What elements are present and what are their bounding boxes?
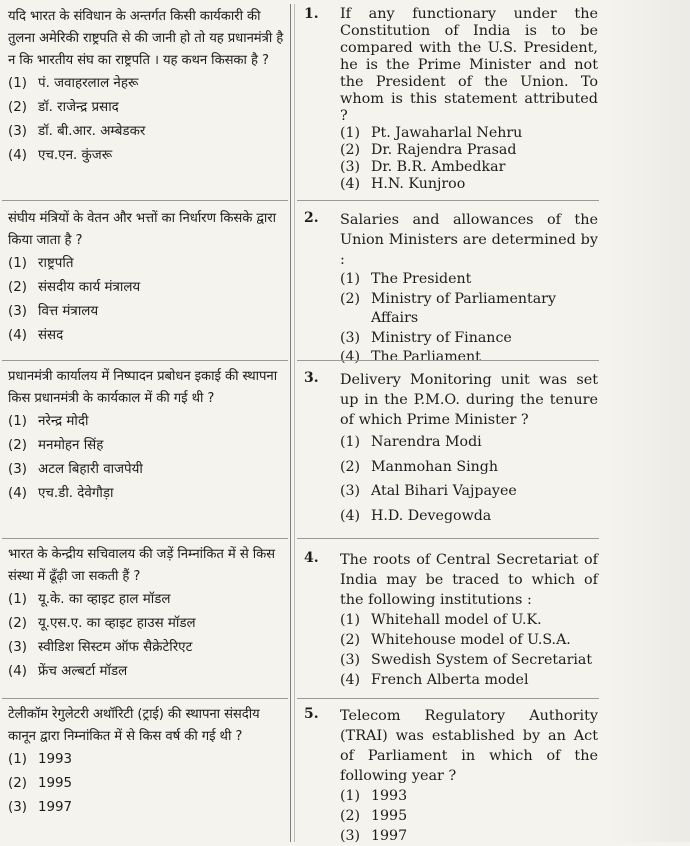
hindi-option bbox=[8, 434, 286, 458]
option-text: संसदीय कार्य मंत्रालय bbox=[38, 280, 141, 295]
question-number: 2. bbox=[304, 210, 319, 226]
option-number: (3) bbox=[340, 652, 361, 668]
option-number: (2) bbox=[340, 808, 361, 824]
option-number: (3) bbox=[8, 640, 27, 655]
english-option bbox=[340, 786, 598, 806]
option-number: (4) bbox=[8, 148, 27, 163]
option-text: डॉ. बी.आर. अम्बेडकर bbox=[38, 124, 146, 139]
hindi-option bbox=[8, 482, 286, 506]
english-question-text: Telecom Regulatory Authority (TRAI) was established by an Act of Parliament in which of the following year ? bbox=[340, 708, 598, 784]
option-text: French Alberta model bbox=[371, 672, 529, 688]
option-number: (3) bbox=[340, 329, 361, 346]
option-number: (2) bbox=[340, 458, 361, 475]
hindi-question-4 bbox=[8, 544, 286, 684]
hindi-option bbox=[8, 72, 286, 96]
english-option bbox=[340, 290, 598, 329]
option-text: H.N. Kunjroo bbox=[371, 176, 466, 192]
question-separator bbox=[2, 200, 288, 201]
option-number: (3) bbox=[8, 304, 27, 319]
option-number: (3) bbox=[8, 124, 27, 139]
option-number: (4) bbox=[8, 328, 27, 343]
option-text: एच.डी. देवेगौड़ा bbox=[38, 486, 114, 501]
english-option bbox=[340, 504, 598, 529]
hindi-option bbox=[8, 612, 286, 636]
english-question-3 bbox=[304, 370, 602, 528]
option-text: Atal Bihari Vajpayee bbox=[371, 483, 517, 500]
english-option bbox=[340, 142, 598, 159]
option-text: 1997 bbox=[371, 828, 408, 844]
question-separator bbox=[2, 698, 288, 699]
english-option bbox=[340, 610, 598, 630]
option-number: (1) bbox=[8, 76, 27, 91]
english-question-text: Delivery Monitoring unit was set up in the P.M.O. during the tenure of which Prime Minister ? bbox=[340, 372, 598, 428]
hindi-question-2 bbox=[8, 208, 286, 348]
option-text: संसद bbox=[38, 328, 64, 343]
option-number: (3) bbox=[340, 159, 361, 175]
option-number: (2) bbox=[340, 290, 361, 307]
english-option bbox=[340, 430, 598, 455]
option-number: (1) bbox=[340, 612, 361, 628]
question-number: 1. bbox=[304, 6, 319, 22]
hindi-option bbox=[8, 636, 286, 660]
hindi-option bbox=[8, 120, 286, 144]
english-question-text: Salaries and allowances of the Union Ministers are determined by : bbox=[340, 212, 598, 268]
column-divider-inner bbox=[294, 4, 295, 842]
option-text: 1997 bbox=[38, 800, 73, 815]
question-separator bbox=[297, 698, 599, 699]
hindi-option bbox=[8, 796, 286, 820]
option-text: 1995 bbox=[38, 776, 73, 791]
hindi-option bbox=[8, 300, 286, 324]
option-text: H.D. Devegowda bbox=[371, 507, 492, 524]
column-divider bbox=[290, 4, 291, 842]
option-text: Dr. Rajendra Prasad bbox=[371, 142, 517, 158]
option-number: (2) bbox=[8, 438, 27, 453]
option-number: (1) bbox=[340, 788, 361, 804]
question-separator bbox=[2, 360, 288, 361]
option-text: Whitehall model of U.K. bbox=[371, 612, 542, 628]
option-number: (1) bbox=[8, 752, 27, 767]
english-option bbox=[340, 329, 598, 349]
english-question-4 bbox=[304, 550, 602, 690]
english-question-text: If any functionary under the Constitution of India is to be compared with the U.S. President, he is the Prime Minister and not the President of the Union. To whom is this statement attributed ? bbox=[340, 6, 598, 124]
option-text: मनमोहन सिंह bbox=[38, 438, 104, 453]
option-number: (2) bbox=[8, 776, 27, 791]
option-text: 1993 bbox=[371, 788, 408, 804]
option-text: The Parliament bbox=[371, 349, 481, 366]
english-option bbox=[340, 670, 598, 690]
option-text: Narendra Modi bbox=[371, 434, 482, 450]
option-number: (2) bbox=[340, 142, 361, 158]
option-text: यू.एस.ए. का व्हाइट हाउस मॉडल bbox=[38, 616, 196, 631]
scan-shading bbox=[610, 0, 690, 842]
english-option bbox=[340, 455, 598, 480]
question-number: 4. bbox=[304, 550, 319, 566]
english-option bbox=[340, 479, 598, 504]
english-option bbox=[340, 270, 598, 290]
option-number: (4) bbox=[340, 176, 361, 192]
english-option bbox=[340, 176, 598, 193]
option-number: (2) bbox=[8, 280, 27, 295]
hindi-question-text: टेलीकॉम रेगुलेटरी अथॉरिटी (ट्राई) की स्थापना संसदीय कानून द्वारा निम्नांकित में से किस वर्ष की गई थी ? bbox=[8, 707, 260, 744]
option-text: The President bbox=[371, 271, 472, 287]
english-question-5 bbox=[304, 706, 602, 846]
option-number: (3) bbox=[8, 800, 27, 815]
question-separator bbox=[297, 538, 599, 539]
option-text: अटल बिहारी वाजपेयी bbox=[38, 462, 143, 477]
option-number: (2) bbox=[8, 616, 27, 631]
option-text: राष्ट्रपति bbox=[38, 256, 74, 271]
question-number: 3. bbox=[304, 370, 319, 386]
hindi-option bbox=[8, 410, 286, 434]
english-option bbox=[340, 348, 598, 368]
option-number: (4) bbox=[340, 349, 361, 366]
option-text: Dr. B.R. Ambedkar bbox=[371, 159, 506, 175]
option-text: Pt. Jawaharlal Nehru bbox=[371, 125, 523, 141]
option-text: Ministry of Parliamentary Affairs bbox=[371, 290, 556, 327]
hindi-question-5 bbox=[8, 704, 286, 820]
option-number: (1) bbox=[340, 434, 361, 450]
option-text: Whitehouse model of U.S.A. bbox=[371, 632, 571, 648]
hindi-question-text: यदि भारत के संविधान के अन्तर्गत किसी कार्यकारी की तुलना अमेरिकी राष्ट्रपति से की जानी हो तो यह प्रधानमंत्री है न कि भारतीय संघ का राष्ट्रपति । यह कथन किसका है ? bbox=[8, 9, 284, 68]
hindi-option bbox=[8, 748, 286, 772]
option-text: वित्त मंत्रालय bbox=[38, 304, 99, 319]
option-number: (3) bbox=[340, 483, 361, 500]
option-text: डॉ. राजेन्द्र प्रसाद bbox=[38, 100, 119, 115]
hindi-option bbox=[8, 458, 286, 482]
option-number: (1) bbox=[340, 271, 361, 287]
option-text: पं. जवाहरलाल नेहरू bbox=[38, 76, 139, 91]
hindi-option bbox=[8, 144, 286, 168]
option-text: नरेन्द्र मोदी bbox=[38, 414, 89, 429]
option-number: (4) bbox=[340, 507, 361, 524]
hindi-option bbox=[8, 660, 286, 684]
question-separator bbox=[2, 538, 288, 539]
question-separator bbox=[297, 200, 599, 201]
question-separator bbox=[297, 360, 599, 361]
option-number: (1) bbox=[8, 592, 27, 607]
hindi-option bbox=[8, 324, 286, 348]
hindi-option bbox=[8, 276, 286, 300]
option-text: स्वीडिश सिस्टम ऑफ सैक्रेटेरिएट bbox=[38, 640, 193, 655]
option-text: एच.एन. कुंजरू bbox=[38, 148, 113, 163]
option-text: Swedish System of Secretariat bbox=[371, 652, 593, 668]
hindi-option bbox=[8, 588, 286, 612]
option-number: (3) bbox=[340, 828, 361, 844]
option-text: Ministry of Finance bbox=[371, 329, 512, 346]
english-option bbox=[340, 826, 598, 846]
option-number: (4) bbox=[8, 664, 27, 679]
hindi-question-text: भारत के केन्द्रीय सचिवालय की जड़ें निम्नांकित में से किस संस्था में ढूँढ़ी जा सकती हैं ? bbox=[8, 547, 275, 584]
english-question-text: The roots of Central Secretariat of India may be traced to which of the following institutions : bbox=[340, 552, 598, 608]
hindi-question-text: प्रधानमंत्री कार्यालय में निष्पादन प्रबोधन इकाई की स्थापना किस प्रधानमंत्री के कार्यकाल में की गई थी ? bbox=[8, 369, 278, 406]
english-option bbox=[340, 159, 598, 176]
hindi-question-text: संघीय मंत्रियों के वेतन और भत्तों का निर्धारण किसके द्वारा किया जाता है ? bbox=[8, 211, 276, 248]
english-option bbox=[340, 630, 598, 650]
option-number: (1) bbox=[340, 125, 361, 141]
option-text: यू.के. का व्हाइट हाल मॉडल bbox=[38, 592, 171, 607]
hindi-option bbox=[8, 96, 286, 120]
option-text: 1995 bbox=[371, 808, 408, 824]
option-number: (2) bbox=[8, 100, 27, 115]
option-text: Manmohan Singh bbox=[371, 458, 498, 475]
option-number: (4) bbox=[340, 672, 361, 688]
english-question-1 bbox=[304, 6, 602, 193]
option-number: (4) bbox=[8, 486, 27, 501]
option-text: 1993 bbox=[38, 752, 73, 767]
hindi-option bbox=[8, 252, 286, 276]
option-number: (1) bbox=[8, 414, 27, 429]
option-number: (1) bbox=[8, 256, 27, 271]
option-text: फ्रेंच अल्बर्टा मॉडल bbox=[38, 664, 128, 679]
option-number: (2) bbox=[340, 632, 361, 648]
hindi-question-3 bbox=[8, 366, 286, 506]
english-option bbox=[340, 125, 598, 142]
question-number: 5. bbox=[304, 706, 319, 722]
hindi-option bbox=[8, 772, 286, 796]
english-option bbox=[340, 650, 598, 670]
hindi-question-1 bbox=[8, 6, 286, 168]
english-option bbox=[340, 806, 598, 826]
option-number: (3) bbox=[8, 462, 27, 477]
english-question-2 bbox=[304, 210, 602, 368]
